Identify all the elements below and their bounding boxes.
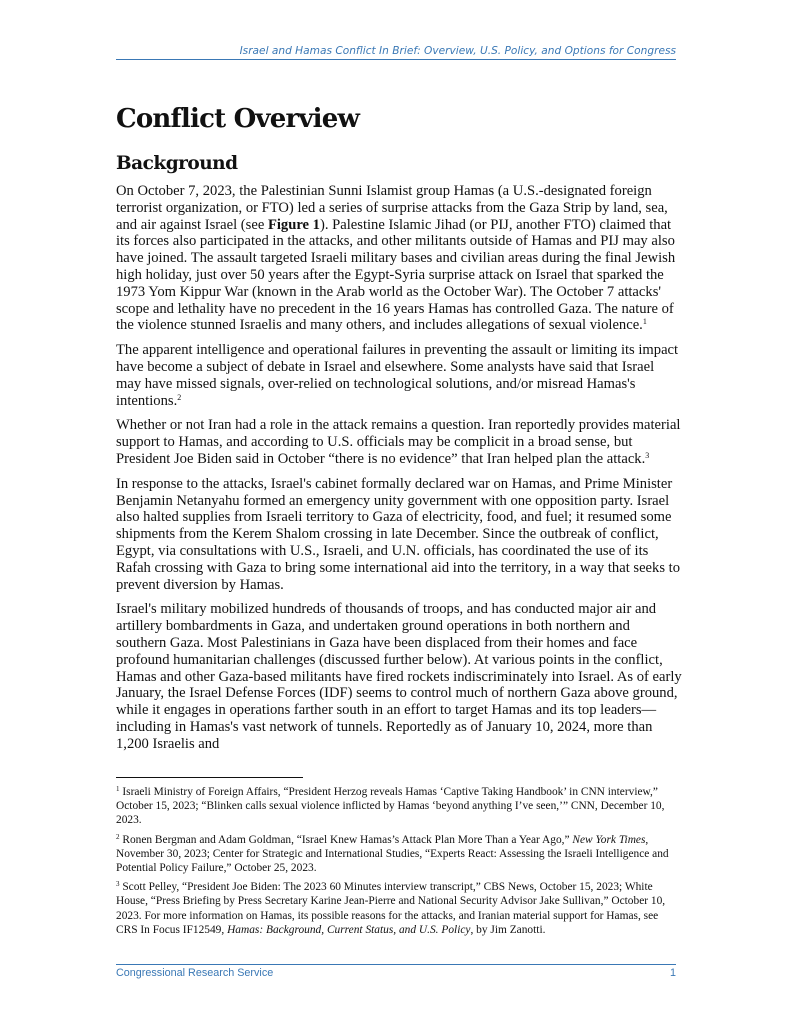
running-header: Israel and Hamas Conflict In Brief: Overview, U.S. Policy, and Options for Congress	[116, 45, 676, 60]
paragraph	[116, 183, 682, 334]
page-title: Conflict Overview	[116, 104, 360, 134]
text: The apparent intelligence and operational failures in preventing the assault or limiting its impact have become a subject of debate in Israel and elsewhere. Some analysts have said that Israel may have missed signals, over-relied on technological solutions, and/or misread Hamas's intentions.	[116, 342, 679, 409]
footnote-number: 3	[116, 880, 120, 889]
text: On October 7, 2023, the Palestinian Sunni Islamist group Hamas (a U.S.-designated foreign terrorist organization, or FTO) led a series of surprise attacks from the Gaza Strip by land, sea, and air against Israel (see	[116, 183, 668, 233]
text: Whether or not Iran had a role in the attack remains a question. Iran reportedly provides material support to Hamas, and according to U.S. officials may be complicit in a broad sense, but President Joe Biden said in October “there is no evidence” that Iran helped plan the attack.	[116, 417, 681, 467]
footnote-number: 2	[116, 832, 120, 841]
text: Israeli Ministry of Foreign Affairs, “President Herzog reveals Hamas ‘Captive Taking Handbook’ in CNN interview,” October 15, 2023; “Blinken calls sexual violence inflicted by Hamas ‘beyond anything I’ve seen,’” CNN, December 10, 2023.	[116, 786, 665, 827]
text: , by Jim Zanotti.	[470, 923, 546, 936]
publication-title: Hamas: Background, Current Status, and U.S. Policy	[227, 923, 471, 936]
footnote-number: 1	[116, 785, 120, 793]
text: ). Palestine Islamic Jihad (or PIJ, another FTO) claimed that its forces also participated in the attacks, and other militants outside of Hamas and PIJ may also have joined. The assault targeted Israeli military bases and civilian areas during the final Jewish high holiday, just over 50 years after the Egypt-Syria surprise attack on Israel that sparked the 1973 Yom Kippur War (known in the Arab world as the October War). The October 7 attacks' scope and lethality have no precedent in the 16 years Hamas has controlled Gaza. The nature of the violence stunned Israelis and many others, and includes allegations of sexual violence.	[116, 216, 676, 334]
page-footer	[116, 964, 676, 979]
footnotes	[116, 785, 682, 942]
footnote	[116, 880, 682, 937]
footnote-ref[interactable]: 2	[177, 392, 182, 402]
body-text	[116, 183, 682, 761]
text: , November 30, 2023; Center for Strategic and International Studies, “Experts React: Assessing the Israeli Intelligence and Potential Policy Failure,” October 25, 2023.	[116, 833, 669, 875]
publication-title: New York Times	[572, 833, 646, 846]
page-number: 1	[669, 967, 676, 979]
footnote	[116, 833, 682, 876]
footnote-ref[interactable]: 1	[642, 317, 647, 327]
text: Ronen Bergman and Adam Goldman, “Israel Knew Hamas’s Attack Plan More Than a Year Ago,”	[119, 833, 573, 846]
figure-reference[interactable]: Figure 1	[267, 216, 320, 233]
text: Scott Pelley, “President Joe Biden: The 2023 60 Minutes interview transcript,” CBS News, October 15, 2023; White House, “Press Briefing by Press Secretary Karine Jean-Pierre and National Security Advisor Jake Sullivan,” October 10, 2023. For more information on Hamas, its possible reasons for the attacks, and Iranian material support for Hamas, see CRS In Focus IF12549,	[116, 881, 666, 936]
footnote-ref[interactable]: 3	[645, 450, 650, 460]
footer-org: Congressional Research Service	[116, 967, 274, 979]
section-heading: Background	[116, 153, 238, 174]
paragraph	[116, 342, 682, 409]
paragraph: Israel's military mobilized hundreds of thousands of troops, and has conducted major air and artillery bombardments in Gaza, and undertaken ground operations in both northern and southern Gaza. Most Palestinians in Gaza have been displaced from their homes and face profound humanitarian challenges (discussed further below). At various points in the conflict, Hamas and other Gaza-based militants have fired rockets indiscriminately into Israel. As of early January, the Israel Defense Forces (IDF) seems to control much of northern Gaza above ground, while it engages in operations farther south in an effort to target Hamas and its top leaders—including in Hamas's vast network of tunnels. Reportedly as of January 10, 2024, more than 1,200 Israelis and	[116, 601, 682, 752]
footnote	[116, 785, 682, 828]
footnote-divider	[116, 777, 303, 778]
paragraph: In response to the attacks, Israel's cabinet formally declared war on Hamas, and Prime Minister Benjamin Netanyahu formed an emergency unity government with one opposition party. Israel also halted supplies from Israeli territory to Gaza of electricity, food, and fuel; it resumed some shipments from the Kerem Shalom crossing in late December. Since the outbreak of conflict, Egypt, via consultations with U.S., Israeli, and U.N. officials, has coordinated the use of its Rafah crossing with Gaza to bring some international aid into the territory, in a way that seeks to prevent diversion by Hamas.	[116, 475, 681, 593]
paragraph	[116, 417, 682, 467]
